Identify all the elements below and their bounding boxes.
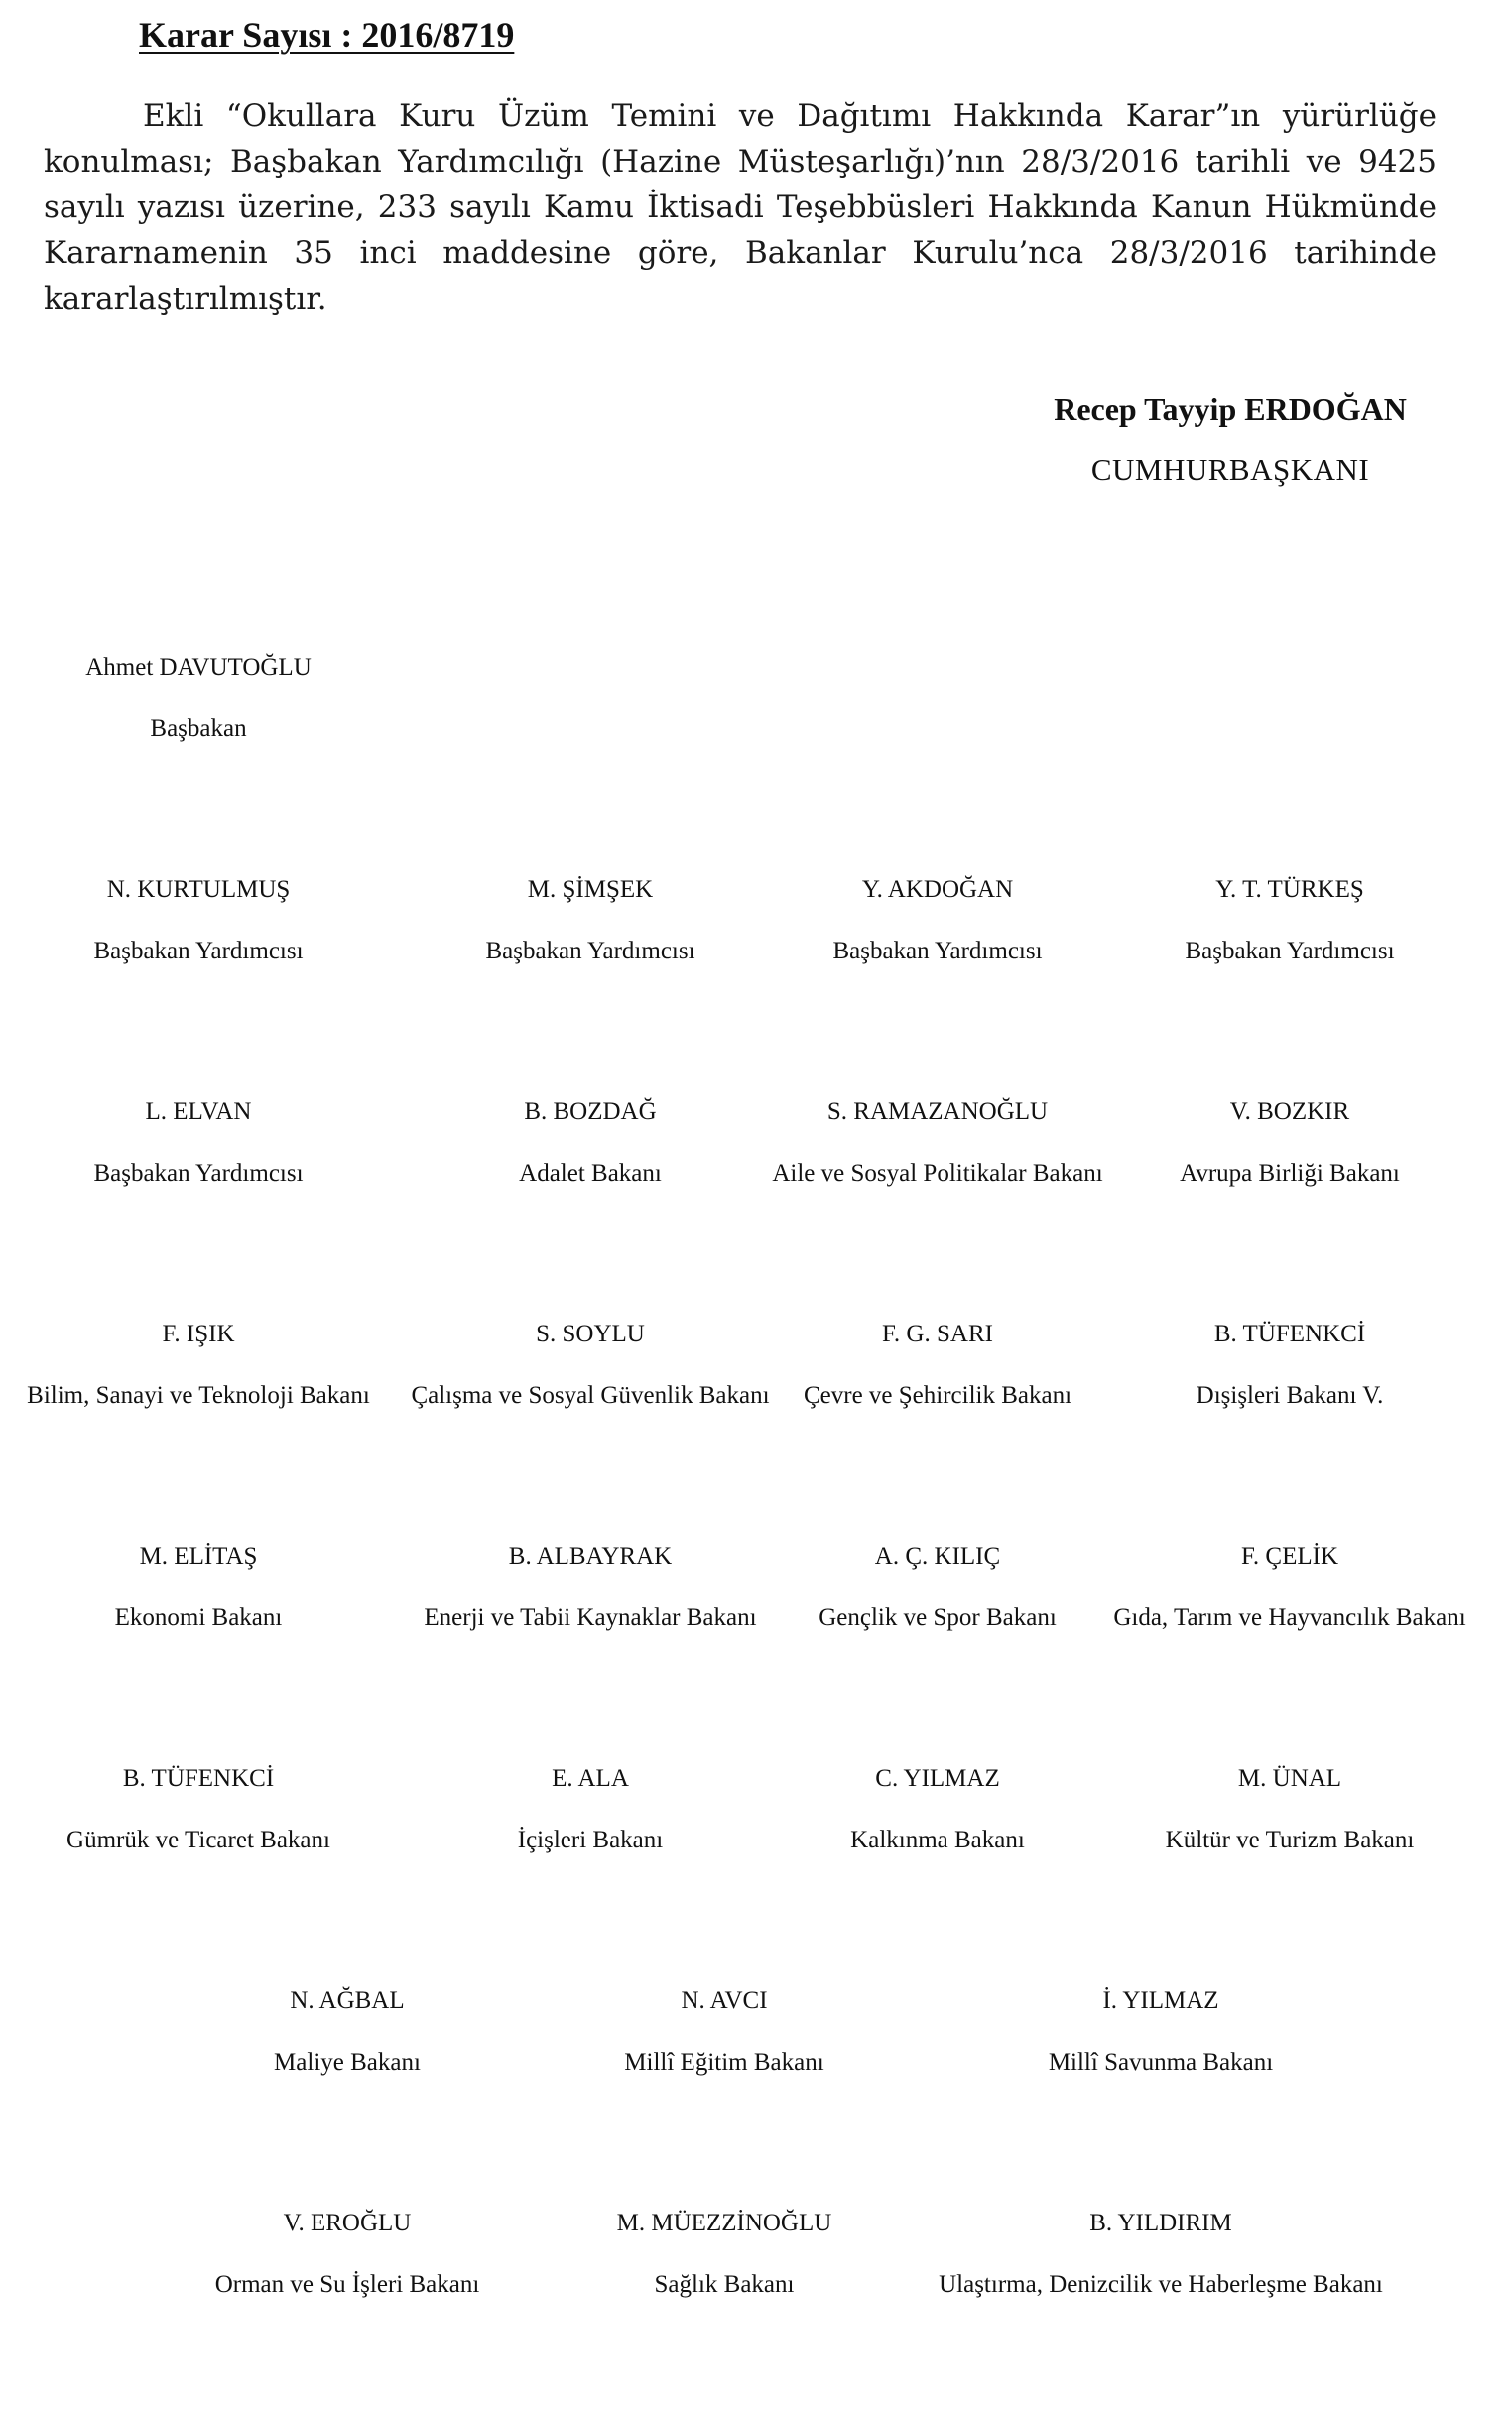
minister-signature-block [20, 1095, 377, 1191]
prime-minister-name: Ahmet DAVUTOĞLU [85, 654, 312, 681]
minister-name: İ. YILMAZ [1102, 1987, 1219, 2014]
minister-role: Ulaştırma, Denizcilik ve Haberleşme Bakanı [939, 2271, 1383, 2298]
minister-name: Y. T. TÜRKEŞ [1215, 876, 1364, 903]
president-name: Recep Tayyip ERDOĞAN [1054, 391, 1407, 427]
minister-signature-block [20, 1540, 377, 1635]
minister-name: M. ÜNAL [1237, 1765, 1342, 1792]
minister-role: Orman ve Su İşleri Bakanı [214, 2271, 480, 2298]
minister-name: S. RAMAZANOĞLU [826, 1098, 1049, 1125]
minister-role: Millî Savunma Bakanı [1048, 2049, 1274, 2076]
minister-signature-block [179, 1984, 516, 2080]
president-signature-block [1032, 389, 1429, 490]
minister-signature-block [749, 1318, 1126, 1413]
minister-name: F. G. SARI [882, 1321, 993, 1347]
minister-role: Gümrük ve Ticaret Bakanı [66, 1827, 330, 1853]
minister-role: Kültür ve Turizm Bakanı [1165, 1827, 1415, 1853]
minister-signature-block [402, 1540, 779, 1635]
minister-name: B. BOZDAĞ [524, 1098, 657, 1125]
minister-name: B. TÜFENKCİ [122, 1765, 275, 1792]
minister-role: Sağlık Bakanı [654, 2271, 795, 2298]
minister-name: V. BOZKIR [1229, 1098, 1350, 1125]
decision-body-paragraph: Ekli “Okullara Kuru Üzüm Temini ve Dağıtımı Hakkında Karar”ın yürürlüğe konulması; Başbakan Yardımcılığı (Hazine Müsteşarlığı)’nın 28/3/2016 tarihli ve 9425 sayılı yazısı üzerine, 233 sayılı Kamu İktisadi Teşebbüsleri Hakkında Kanun Hükmünde Kararnamenin 35 inci maddesine göre, Bakanlar Kurulu’nca 28/3/2016 tarihinde kararlaştırılmıştır. [44, 98, 1437, 317]
minister-name: M. ELİTAŞ [139, 1543, 258, 1570]
minister-signature-block [749, 1762, 1126, 1857]
minister-role: Kalkınma Bakanı [850, 1827, 1025, 1853]
minister-signature-block [1091, 1095, 1488, 1191]
minister-signature-block [1091, 873, 1488, 968]
minister-name: N. KURTULMUŞ [106, 876, 291, 903]
minister-name: F. ÇELİK [1241, 1543, 1338, 1570]
minister-name: V. EROĞLU [283, 2210, 412, 2236]
minister-signature-block [1091, 1318, 1488, 1413]
minister-name: Y. AKDOĞAN [861, 876, 1014, 903]
minister-role: Başbakan Yardımcısı [93, 938, 304, 964]
minister-signature-block [1091, 1540, 1488, 1635]
minister-signature-block [179, 2207, 516, 2302]
minister-name: B. ALBAYRAK [508, 1543, 673, 1570]
minister-name: F. IŞIK [162, 1321, 235, 1347]
minister-role: Bilim, Sanayi ve Teknoloji Bakanı [27, 1382, 370, 1409]
minister-name: M. MÜEZZİNOĞLU [616, 2210, 832, 2236]
minister-role: Gıda, Tarım ve Hayvancılık Bakanı [1113, 1604, 1466, 1631]
minister-role: Başbakan Yardımcısı [93, 1160, 304, 1187]
minister-signature-block [923, 1984, 1399, 2080]
minister-role: Enerji ve Tabii Kaynaklar Bakanı [424, 1604, 757, 1631]
minister-signature-block [749, 1540, 1126, 1635]
minister-signature-block [893, 2207, 1429, 2302]
minister-name: L. ELVAN [145, 1098, 252, 1125]
minister-signature-block [1091, 1762, 1488, 1857]
minister-signature-block [20, 1762, 377, 1857]
minister-signature-block [402, 1318, 779, 1413]
minister-signature-block [402, 1095, 779, 1191]
minister-role: Adalet Bakanı [519, 1160, 662, 1187]
minister-role: Maliye Bakanı [274, 2049, 421, 2076]
minister-name: A. Ç. KILIÇ [874, 1543, 1001, 1570]
minister-signature-block [402, 1762, 779, 1857]
minister-signature-block [556, 2207, 893, 2302]
minister-signature-block [556, 1984, 893, 2080]
minister-role: Çalışma ve Sosyal Güvenlik Bakanı [411, 1382, 770, 1409]
minister-signature-block [749, 1095, 1126, 1191]
minister-name: B. YILDIRIM [1089, 2210, 1232, 2236]
minister-signature-block [402, 873, 779, 968]
minister-role: Başbakan Yardımcısı [832, 938, 1043, 964]
minister-name: N. AĞBAL [290, 1987, 405, 2014]
minister-role: Millî Eğitim Bakanı [624, 2049, 824, 2076]
minister-signature-block [40, 873, 357, 968]
minister-name: S. SOYLU [536, 1321, 645, 1347]
president-title: CUMHURBAŞKANI [1090, 452, 1370, 487]
minister-role: Başbakan Yardımcısı [1185, 938, 1395, 964]
minister-role: Gençlik ve Spor Bakanı [819, 1604, 1057, 1631]
minister-role: Avrupa Birliği Bakanı [1180, 1160, 1400, 1187]
prime-minister-role: Başbakan [150, 715, 247, 742]
minister-name: B. TÜFENKCİ [1213, 1321, 1366, 1347]
minister-role: Başbakan Yardımcısı [485, 938, 695, 964]
minister-role: İçişleri Bakanı [517, 1827, 664, 1853]
minister-signature-block [20, 1318, 377, 1413]
minister-role: Çevre ve Şehircilik Bakanı [803, 1382, 1072, 1409]
minister-role: Dışişleri Bakanı V. [1196, 1382, 1384, 1409]
decision-number-title: Karar Sayısı : 2016/8719 [139, 15, 515, 55]
minister-role: Ekonomi Bakanı [114, 1604, 283, 1631]
minister-name: E. ALA [552, 1765, 629, 1792]
minister-signature-block [749, 873, 1126, 968]
prime-minister-signature-block [40, 651, 357, 746]
minister-name: M. ŞİMŞEK [527, 876, 654, 903]
minister-name: N. AVCI [681, 1987, 768, 2014]
minister-name: C. YILMAZ [875, 1765, 1000, 1792]
minister-role: Aile ve Sosyal Politikalar Bakanı [772, 1160, 1103, 1187]
